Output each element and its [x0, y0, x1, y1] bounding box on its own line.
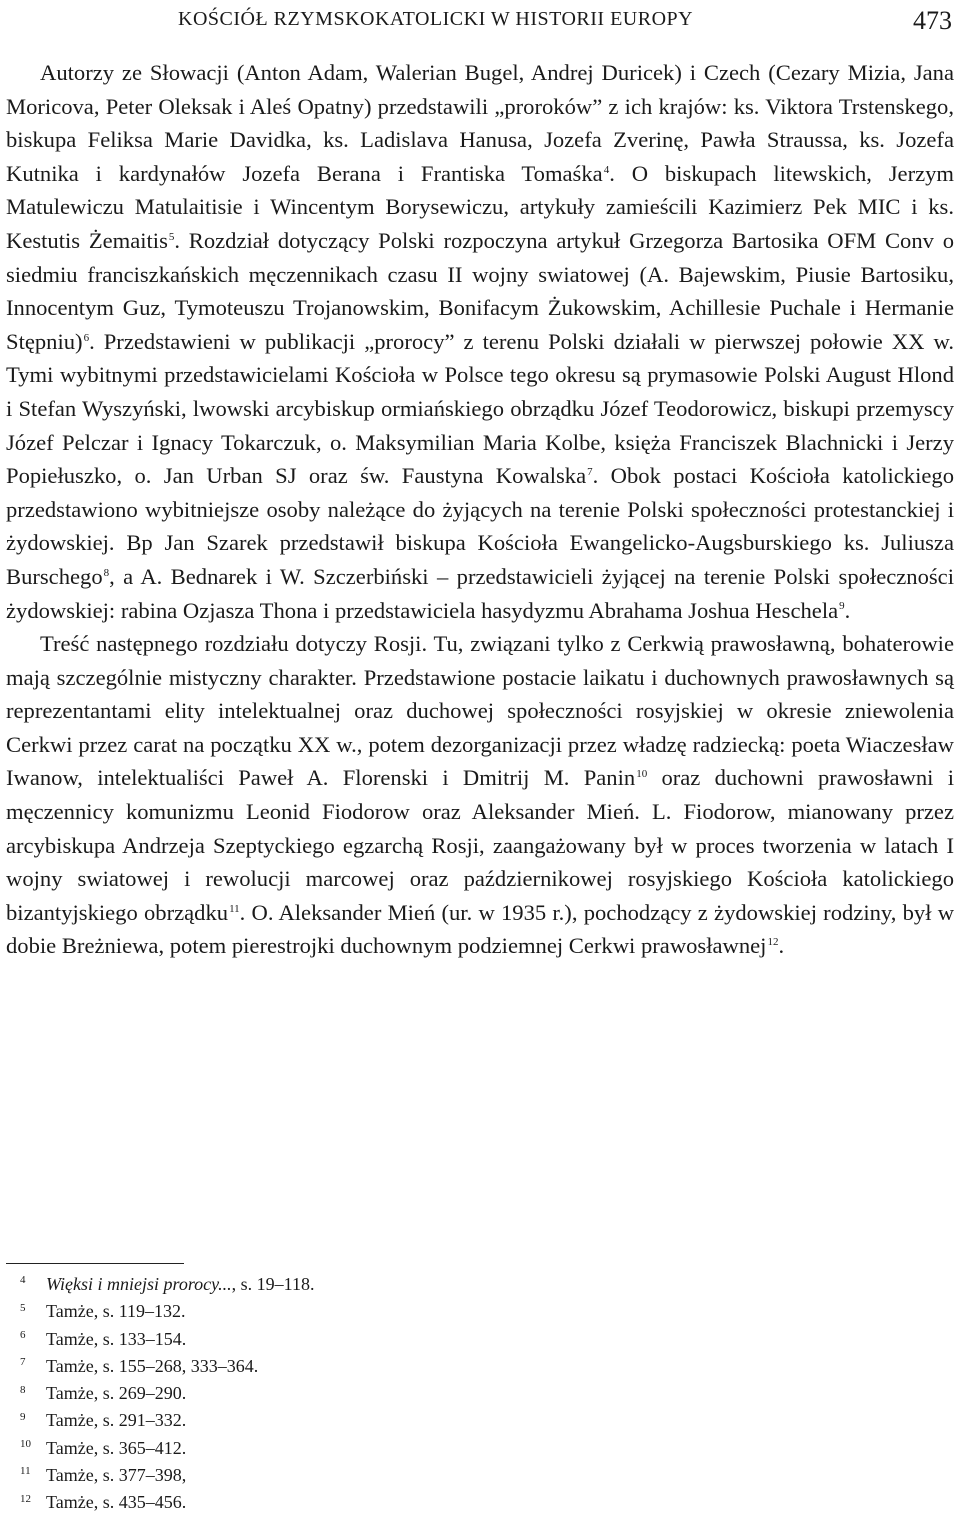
footnotes	[20, 1272, 620, 1518]
text-run: . Obok postaci Kościoła katolickiego przedstawiono wybitniejsze osoby należące do żyjących na terenie Polski społeczności protestanckiej i żydowskiej. Bp Jan Szarek przedstawił biskupa Kościoła Ewangelicko-Augsburskiego ks. Juliusza Burschego	[6, 463, 954, 589]
footnote-text	[46, 1463, 186, 1487]
footnote-text	[46, 1436, 186, 1460]
text-run: Treść następnego rozdziału dotyczy Rosji. Tu, związani tylko z Cerkwią prawosławną, bohaterowie mają szczególnie mistyczny charakter. Przedstawione postacie laikatu i duchownych prawosławnych są reprezentantami elity intelektualnej oraz duchowej społeczności rosyjskiej w okresie zniewolenia Cerkwi przez carat na początku XX w., potem dezorganizacji przez władzę radziecką: poeta Wiaczesław Iwanow, intelektualiści Paweł A. Florenski i Dmitrij M. Panin	[6, 631, 954, 791]
footnote-text	[46, 1490, 186, 1514]
running-head: KOŚCIÓŁ RZYMSKOKATOLICKI W HISTORII EUROPY	[178, 8, 694, 30]
footnote-ref[interactable]: 12	[767, 936, 779, 949]
footnote-number: 11	[20, 1465, 31, 1478]
text-run: Autorzy ze Słowacji (Anton Adam, Walerian Bugel, Andrej Duricek) i Czech (Cezary Mizia, Jana Moricova, Peter Oleksak i Aleś Opatny) przedstawili „proroków” z ich krajów: ks. Viktora Trstenskego, biskupa Feliksa Marie Davidka, ks. Ladislava Hanusa, Jozefa Zverinę, Pawła Straussa, ks. Jozefa Kutnika i kardynałów Jozefa Berana i Frantiska Tomaśka	[6, 60, 954, 186]
footnote-number: 12	[20, 1492, 31, 1505]
text-run: . Rozdział dotyczący Polski rozpoczyna artykuł Grzegorza Bartosika OFM Conv o siedmiu franciszkańskich męczennikach czasu II wojny swiatowej (A. Bajewskim, Piusie Bartosiku, Innocentym Guz, Tymoteuszu Trojanowskim, Bonifacym Żukowskim, Achillesie Puchale i Hermanie Stępniu)	[6, 227, 954, 354]
footnote-number: 9	[20, 1410, 26, 1423]
footnote	[20, 1327, 620, 1354]
footnote-citation: Tamże, s. 119–132.	[46, 1301, 186, 1322]
footnote-title: Więksi i mniejsi prorocy...	[46, 1274, 232, 1294]
footnote	[20, 1436, 620, 1463]
footnote-text	[46, 1354, 258, 1378]
text-run: .	[844, 597, 851, 623]
footnote-citation: Tamże, s. 155–268, 333–364.	[46, 1355, 259, 1376]
footnote-citation: Tamże, s. 365–412.	[46, 1437, 187, 1458]
page-number: 473	[913, 6, 952, 35]
footnote-ref[interactable]: 11	[229, 902, 240, 915]
text-run: oraz duchowni prawosławni i męczennicy komunizmu Leonid Fiodorow oraz Aleksander Mień. L. Fiodorow, mianowany przez arcybiskupa Andrzeja Szeptyckiego egzarchą Rosji, zaangażowany był w proces tworzenia w latach I wojny swiatowej i rewolucji marcowej oraz październikowej rosyjskiego Kościoła katolickiego bizantyjskiego obrządku	[6, 765, 954, 925]
footnote-text	[46, 1327, 186, 1351]
footnote-text	[46, 1408, 186, 1432]
footnote-number: 5	[20, 1301, 26, 1314]
footnote-citation: , s. 19–118.	[231, 1274, 315, 1294]
text-run: . Przedstawieni w publikacji „prorocy” z terenu Polski działali w pierwszej połowie XX w. Tymi wybitnymi przedstawicielami Kościoła w Polsce tego okresu są prymasowie Polski August Hlond i Stefan Wyszyński, lwowski arcybiskup ormiańskiego obrządku Józef Teodorowicz, biskupi przemyscy Józef Pelczar i Ignacy Tokarczuk, o. Maksymilian Maria Kolbe, księża Franciszek Blachnicki i Jerzy Popiełuszko, o. Jan Urban SJ oraz św. Faustyna Kowalska	[6, 328, 954, 489]
footnote-citation: Tamże, s. 377–398,	[46, 1465, 187, 1486]
paragraph	[6, 627, 954, 963]
footnote-number: 4	[20, 1274, 26, 1287]
footnote	[20, 1272, 620, 1299]
footnote-citation: Tamże, s. 269–290.	[46, 1383, 187, 1404]
footnote	[20, 1490, 620, 1517]
footnote	[20, 1299, 620, 1326]
footnote-separator	[6, 1263, 184, 1264]
page-header	[0, 2, 960, 36]
footnote-text	[46, 1299, 186, 1323]
text-run: .	[778, 933, 785, 959]
footnote-citation: Tamże, s. 435–456.	[46, 1492, 187, 1513]
footnote-number: 10	[20, 1438, 31, 1451]
text-run: , a A. Bednarek i W. Szczerbiński – przedstawicieli żyjącej na terenie Polski społeczności żydowskiej: rabina Ozjasza Thona i przedstawiciela hasydyzmu Abrahama Joshua Heschela	[6, 563, 954, 623]
footnote-ref[interactable]: 10	[636, 768, 648, 781]
text-run: . O. Aleksander Mień (ur. w 1935 r.), pochodzący z żydowskiej rodziny, był w dobie Breżniewa, potem pierestrojki duchownym podziemnej Cerkwi prawosławnej	[6, 899, 955, 959]
footnote	[20, 1408, 620, 1435]
footnote-number: 7	[20, 1356, 26, 1369]
footnote-ref[interactable]: 4	[603, 163, 610, 176]
paragraph	[6, 56, 954, 627]
footnote-ref[interactable]: 5	[168, 230, 175, 243]
footnote-citation: Tamże, s. 133–154.	[46, 1328, 187, 1349]
text-run: . O biskupach litewskich, Jerzym Matulewiczu Matulaitisie i Wincentym Borysewiczu, artykuły zamieścili Kazimierz Pek MIC i ks. Kestutis Żemaitis	[6, 160, 954, 253]
footnote-text	[46, 1381, 186, 1405]
body-text	[6, 56, 954, 963]
footnote-ref[interactable]: 7	[587, 465, 593, 478]
footnote-text	[46, 1272, 315, 1296]
footnote-number: 8	[20, 1383, 26, 1396]
footnote-citation: Tamże, s. 291–332.	[46, 1410, 187, 1431]
footnote-ref[interactable]: 6	[83, 331, 90, 344]
footnote	[20, 1463, 620, 1490]
footnote-ref[interactable]: 8	[103, 566, 110, 579]
footnote-number: 6	[20, 1329, 26, 1341]
footnote-ref[interactable]: 9	[839, 600, 845, 613]
footnote	[20, 1381, 620, 1408]
footnote	[20, 1354, 620, 1381]
